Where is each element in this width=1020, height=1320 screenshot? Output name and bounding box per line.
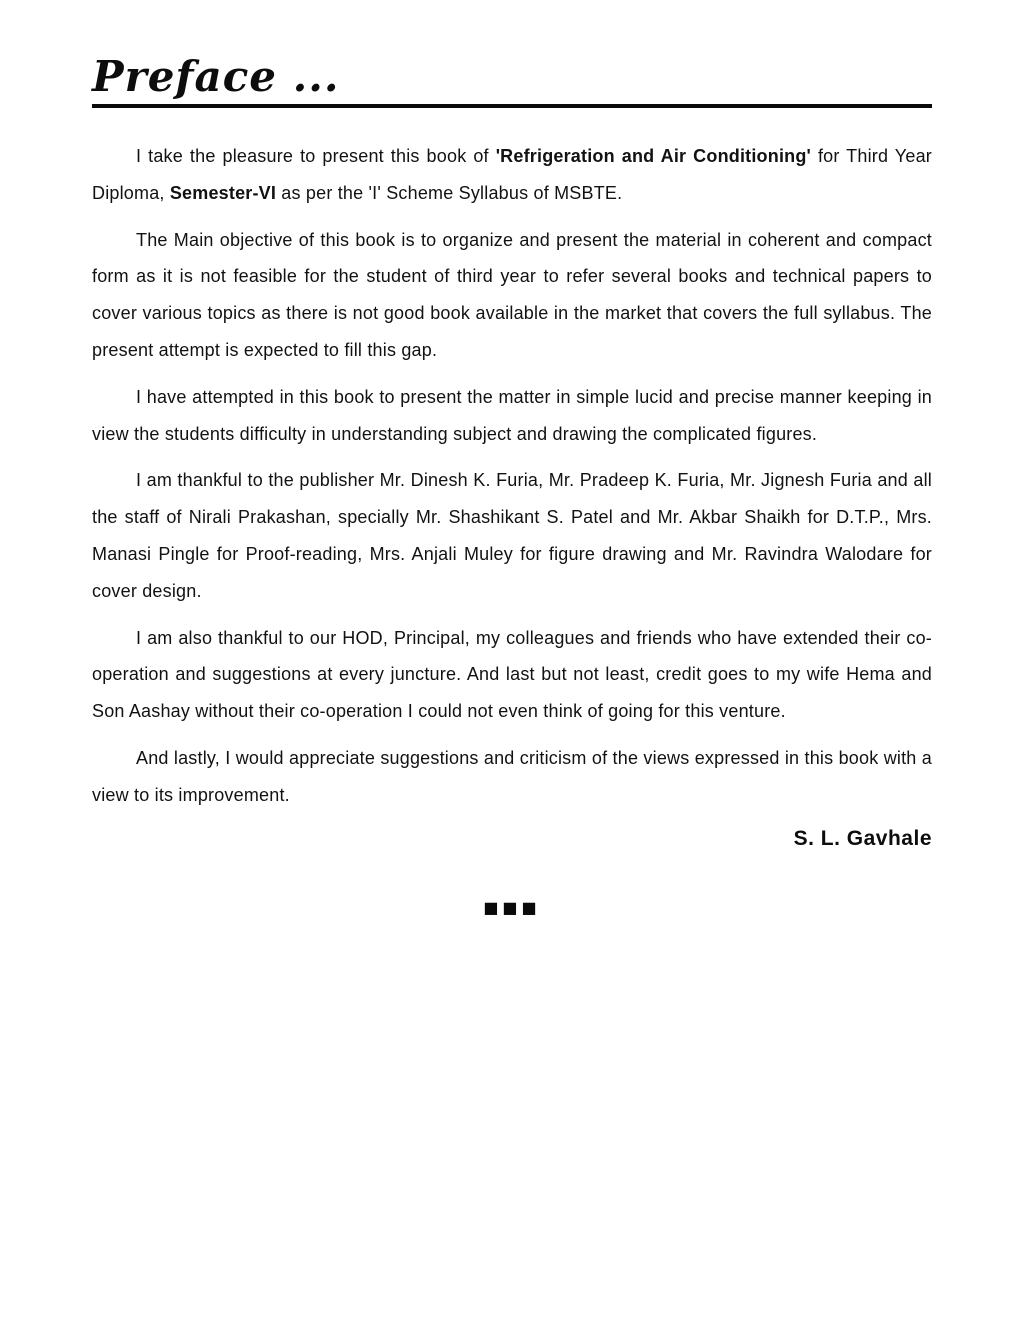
page-title: Preface ... (92, 52, 340, 101)
paragraph-text: The Main objective of this book is to organize and present the material in coherent and compact form as it is not feasible for the student of third year to refer several books and technical papers to cover various topics as there is not good book available in the market that covers the full syllabus. The present attempt is expected to fill this gap. (92, 229, 932, 360)
paragraph-text: for Third Year Diploma, (92, 146, 932, 203)
paragraph-bold-text: Semester-VI (169, 182, 277, 203)
preface-paragraphs (92, 138, 932, 814)
author-signature: S. L. Gavhale (793, 826, 932, 850)
paragraph-text: And lastly, I would appreciate suggestions and criticism of the views expressed in this book with a view to its improvement. (92, 747, 932, 805)
page-content (92, 54, 932, 917)
preface-paragraph (92, 138, 932, 212)
preface-paragraph (92, 740, 932, 814)
end-ornament-squares: ■■■ (483, 897, 541, 917)
preface-paragraph (92, 462, 932, 609)
preface-paragraph (92, 620, 932, 730)
paragraph-text: I have attempted in this book to present the matter in simple lucid and precise manner keeping in view the students difficulty in understanding subject and drawing the complicated figures. (92, 386, 932, 444)
preface-paragraph (92, 222, 932, 369)
paragraph-text: I am thankful to the publisher Mr. Dinesh K. Furia, Mr. Pradeep K. Furia, Mr. Jignesh Furia and all the staff of Nirali Prakashan, specially Mr. Shashikant S. Patel and Mr. Akbar Shaikh for D.T.P., Mrs. Manasi Pingle for Proof-reading, Mrs. Anjali Muley for figure drawing and Mr. Ravindra Walodare for cover design. (92, 470, 932, 601)
title-block-with-rule (92, 54, 932, 108)
paragraph-bold-text: 'Refrigeration and Air Conditioning' (495, 146, 812, 166)
paragraph-text: I take the pleasure to present this book of (136, 146, 496, 166)
paragraph-text: as per the 'I' Scheme Syllabus of MSBTE. (276, 182, 623, 203)
paragraph-text: I am also thankful to our HOD, Principal, my colleagues and friends who have extended their co-operation and suggestions at every juncture. And last but not least, credit goes to my wife Hema and Son Aashay without their co-operation I could not even think of going for this venture. (92, 627, 932, 722)
preface-paragraph (92, 379, 932, 453)
